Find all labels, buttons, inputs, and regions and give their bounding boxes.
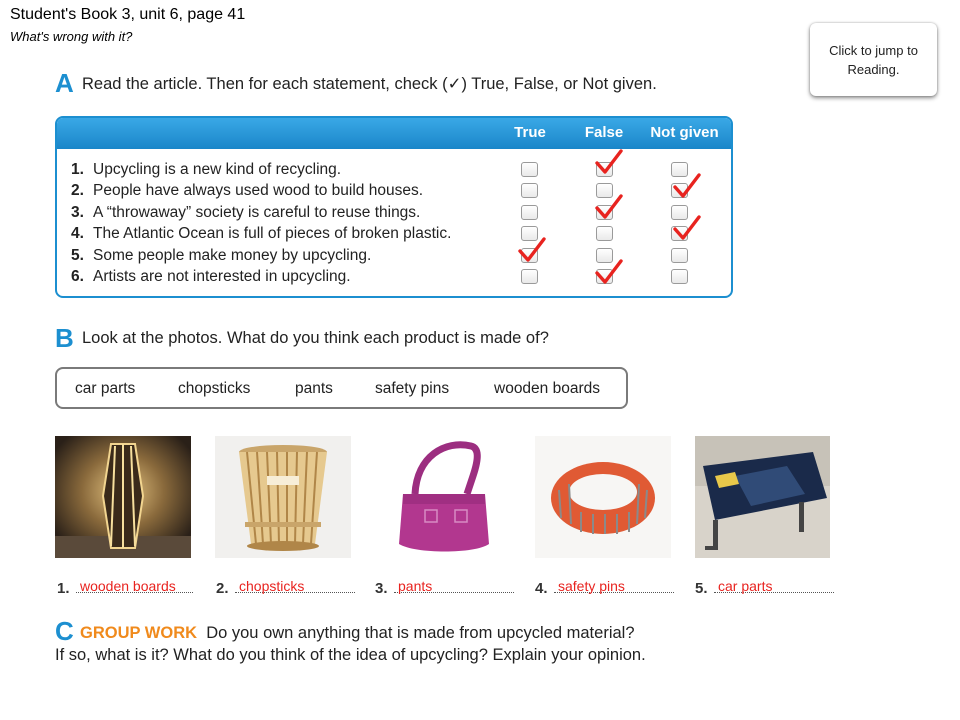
word-bank-item: wooden boards: [494, 380, 600, 397]
statement-number: 1.: [71, 161, 84, 178]
section-c-question: Do you own anything that is made from upcycled material?: [206, 624, 635, 642]
word-bank-item: safety pins: [375, 380, 450, 397]
answer-number: 5.: [695, 580, 708, 597]
statement-text: Artists are not interested in upcycling.: [93, 268, 351, 285]
answer-text: safety pins: [558, 578, 625, 594]
answer-number: 2.: [216, 580, 229, 597]
check-mark-icon[interactable]: [517, 236, 547, 264]
statement-row: [71, 247, 371, 265]
check-mark-icon[interactable]: [672, 214, 702, 242]
statement-text: A “throwaway” society is careful to reuse things.: [93, 204, 421, 221]
statement-text: The Atlantic Ocean is full of pieces of broken plastic.: [93, 225, 452, 242]
section-b-instruction: Look at the photos. What do you think each product is made of?: [82, 329, 549, 347]
section-a-letter: A: [55, 68, 74, 98]
column-not-given: Not given: [650, 124, 719, 141]
column-true: True: [514, 124, 546, 141]
statement-row: [71, 161, 341, 179]
true-false-table: [55, 116, 733, 298]
statement-number: 3.: [71, 204, 84, 221]
page-subtitle: What's wrong with it?: [10, 29, 133, 44]
answer-text: chopsticks: [239, 578, 305, 594]
check-mark-icon[interactable]: [594, 258, 624, 286]
word-bank-item: pants: [295, 380, 333, 397]
jump-to-reading-button[interactable]: Click to jump to Reading.: [810, 23, 937, 96]
word-bank-item: chopsticks: [178, 380, 251, 397]
statement-text: People have always used wood to build houses.: [93, 182, 424, 199]
checkbox-true[interactable]: [521, 162, 538, 177]
checkbox-true[interactable]: [521, 205, 538, 220]
column-false: False: [584, 124, 624, 141]
bag-photo: [375, 436, 511, 558]
statement-row: [71, 225, 451, 243]
answer-number: 4.: [535, 580, 548, 597]
basket-photo: [215, 436, 351, 558]
statement-text: Some people make money by upcycling.: [93, 247, 372, 264]
statement-number: 5.: [71, 247, 84, 264]
section-b-letter: B: [55, 323, 74, 353]
statement-number: 4.: [71, 225, 84, 242]
check-mark-icon[interactable]: [594, 193, 624, 221]
checkbox-true[interactable]: [521, 183, 538, 198]
checkbox-true[interactable]: [521, 269, 538, 284]
checkbox-not-given[interactable]: [671, 269, 688, 284]
statement-text: Upcycling is a new kind of recycling.: [93, 161, 342, 178]
statement-number: 6.: [71, 268, 84, 285]
checkbox-not-given[interactable]: [671, 248, 688, 263]
check-mark-icon[interactable]: [672, 172, 702, 200]
statement-row: [71, 204, 420, 222]
word-bank: [55, 367, 628, 409]
answer-text: car parts: [718, 578, 773, 594]
check-mark-icon[interactable]: [594, 148, 624, 176]
word-bank-item: car parts: [75, 380, 136, 397]
table-photo: [695, 436, 830, 558]
statement-row: [71, 182, 423, 200]
section-c-letter: C: [55, 616, 74, 646]
statement-number: 2.: [71, 182, 84, 199]
section-a-instruction: Read the article. Then for each statement, check (✓) True, False, or Not given.: [82, 75, 657, 93]
page-title: Student's Book 3, unit 6, page 41: [10, 6, 246, 23]
bracelet-photo: [535, 436, 671, 558]
answer-text: wooden boards: [80, 578, 176, 594]
answer-number: 3.: [375, 580, 388, 597]
section-c-line-2: If so, what is it? What do you think of the idea of upcycling? Explain your opinion.: [55, 646, 646, 664]
group-work-label: GROUP WORK: [80, 624, 198, 642]
lamp-photo: [55, 436, 191, 558]
table-header: [57, 118, 731, 149]
statement-row: [71, 268, 351, 286]
answer-number: 1.: [57, 580, 70, 597]
checkbox-false[interactable]: [596, 226, 613, 241]
answer-text: pants: [398, 578, 433, 594]
section-c-line-1: [80, 624, 635, 643]
